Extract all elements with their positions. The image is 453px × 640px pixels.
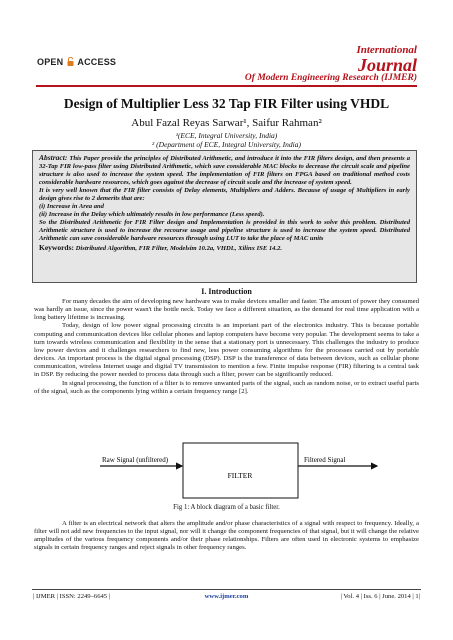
section-heading-introduction: I. Introduction bbox=[201, 287, 252, 296]
logo-right-text: ACCESS bbox=[77, 57, 117, 67]
abstract-item-1: (i) Increase in Area and bbox=[39, 203, 104, 211]
footer-website-link[interactable]: www.ijmer.com bbox=[204, 593, 249, 600]
footer-issn: | IJMER | ISSN: 2249–6645 | bbox=[33, 593, 111, 600]
abstract-text: This Paper provide the principles of Distributed Arithmetic, and introduce it into the FIR filters design, and then presents a 32-Tap FIR low-pass filter using Distributed Arithmetic, which save considerable MAC blocks to decrease the circuit scale and pipeline structure is also used to increase the system speed. The implementation of FIR filters on FPGA based on traditional method costs considerable hardware resources, which goes against the decrease of circuit scale and the increase of system speed. bbox=[39, 155, 410, 187]
footer-rule bbox=[32, 589, 421, 590]
intro-paragraph-3: In signal processing, the function of a filter is to remove unwanted parts of the signal, such as random noise, or to extract useful parts of the signal, such as the components lying within a certain frequency range [2]. bbox=[34, 379, 419, 395]
post-figure-paragraph-1: A filter is an electrical network that alters the amplitude and/or phase characteristics of a signal with respect to frequency. Ideally, a filter will not add new frequencies to the input signal, nor will it change the component frequencies of that signal, but it will change the relative amplitudes of the various frequency components and/or their phase relationships. Filters are often used in electronic systems to emphasize signals in certain frequency ranges and reject signals in other frequency ranges. bbox=[34, 520, 419, 552]
keywords-label: Keywords: bbox=[39, 242, 74, 252]
footer-volume: | Vol. 4 | Iss. 6 | June. 2014 | 1| bbox=[340, 593, 420, 600]
paper-title: Design of Multiplier Less 32 Tap FIR Filter using VHDL bbox=[63, 96, 390, 111]
intro-paragraph-2: Today, design of low power signal processing circuits is an important part of the electronics industry. This is because portable computing and communication devices like cellular phones and laptop computers have become very popular. The development seems to take a turn towards wireless communication and flexibility in the sense that a stationary port is unnecessary. This challenges the industry to produce low power devices and it challenges researchers to find new, less power consuming algorithms for the processes carried out by portable devices. An important process is the digital signal processing (DSP). DSP is the transference of data between devices, such as cellular phone communication, wireless Internet usage and digital TV transmission to mention a few. Finite impulse response (FIR) filtering is a central task in DSP. By reducing the power needed to process data through such a filter, power can be significantly reduced. bbox=[34, 322, 419, 379]
journal-line-2: Journal bbox=[357, 55, 417, 75]
abstract-para-2: It is very well known that the FIR filter consists of Delay elements, Multipliers and Adders. Because of usage of Multipliers in early design gives rise to 2 demerits that are: bbox=[39, 187, 410, 203]
open-lock-icon bbox=[67, 57, 74, 66]
paper-authors: Abul Fazal Reyas Sarwar¹, Saifur Rahman² bbox=[131, 117, 322, 129]
filter-block-diagram bbox=[32, 440, 422, 502]
logo-left-text: OPEN bbox=[37, 57, 64, 67]
intro-body bbox=[34, 298, 419, 396]
journal-line-3: Of Modern Engineering Research (IJMER) bbox=[244, 73, 417, 83]
post-figure-body bbox=[34, 520, 419, 553]
keywords-text: Distributed Algorithm, FIR Filter, Modelsim 10.2a, VHDL, Xilinx ISE 14.2. bbox=[75, 244, 283, 252]
abstract-para-3: So the Distributed Arithmetic for FIR Filter design and Implementation is provided in this work to solve this problem. Distributed Arithmetic structure is used to increase the recourse usage and pipeline structure is used to increase the system speed. Distributed Arithmetic can save considerable hardware resources through using LUT to take the place of MAC units bbox=[39, 219, 410, 243]
open-access-logo bbox=[37, 57, 116, 67]
output-signal-label: Filtered Signal bbox=[304, 456, 346, 464]
abstract-item-2: (ii) Increase in the Delay which ultimately results in low performance (Less speed). bbox=[39, 211, 265, 219]
abstract-box bbox=[32, 150, 417, 283]
affiliation-1: ¹(ECE, Integral University, India) bbox=[175, 131, 278, 140]
filter-block-label: FILTER bbox=[227, 471, 253, 480]
intro-paragraph-1: For many decades the aim of developing new hardware was to make devices smaller and faster. The amount of power they consumed was hardly an issue, since the power wasn't the bottle neck. Today we face a different situation, as the demand for real time application with a long battery lifetime is increasing. bbox=[34, 298, 419, 322]
affiliation-2: ² (Department of ECE, Integral University, India) bbox=[152, 140, 301, 149]
figure-caption: Fig 1: A block diagram of a basic filter. bbox=[173, 504, 280, 511]
journal-line-1: International bbox=[356, 44, 417, 56]
abstract-label: Abstract: bbox=[39, 153, 68, 162]
input-signal-label: Raw Signal (unfiltered) bbox=[102, 456, 169, 464]
header-rule bbox=[36, 85, 417, 87]
